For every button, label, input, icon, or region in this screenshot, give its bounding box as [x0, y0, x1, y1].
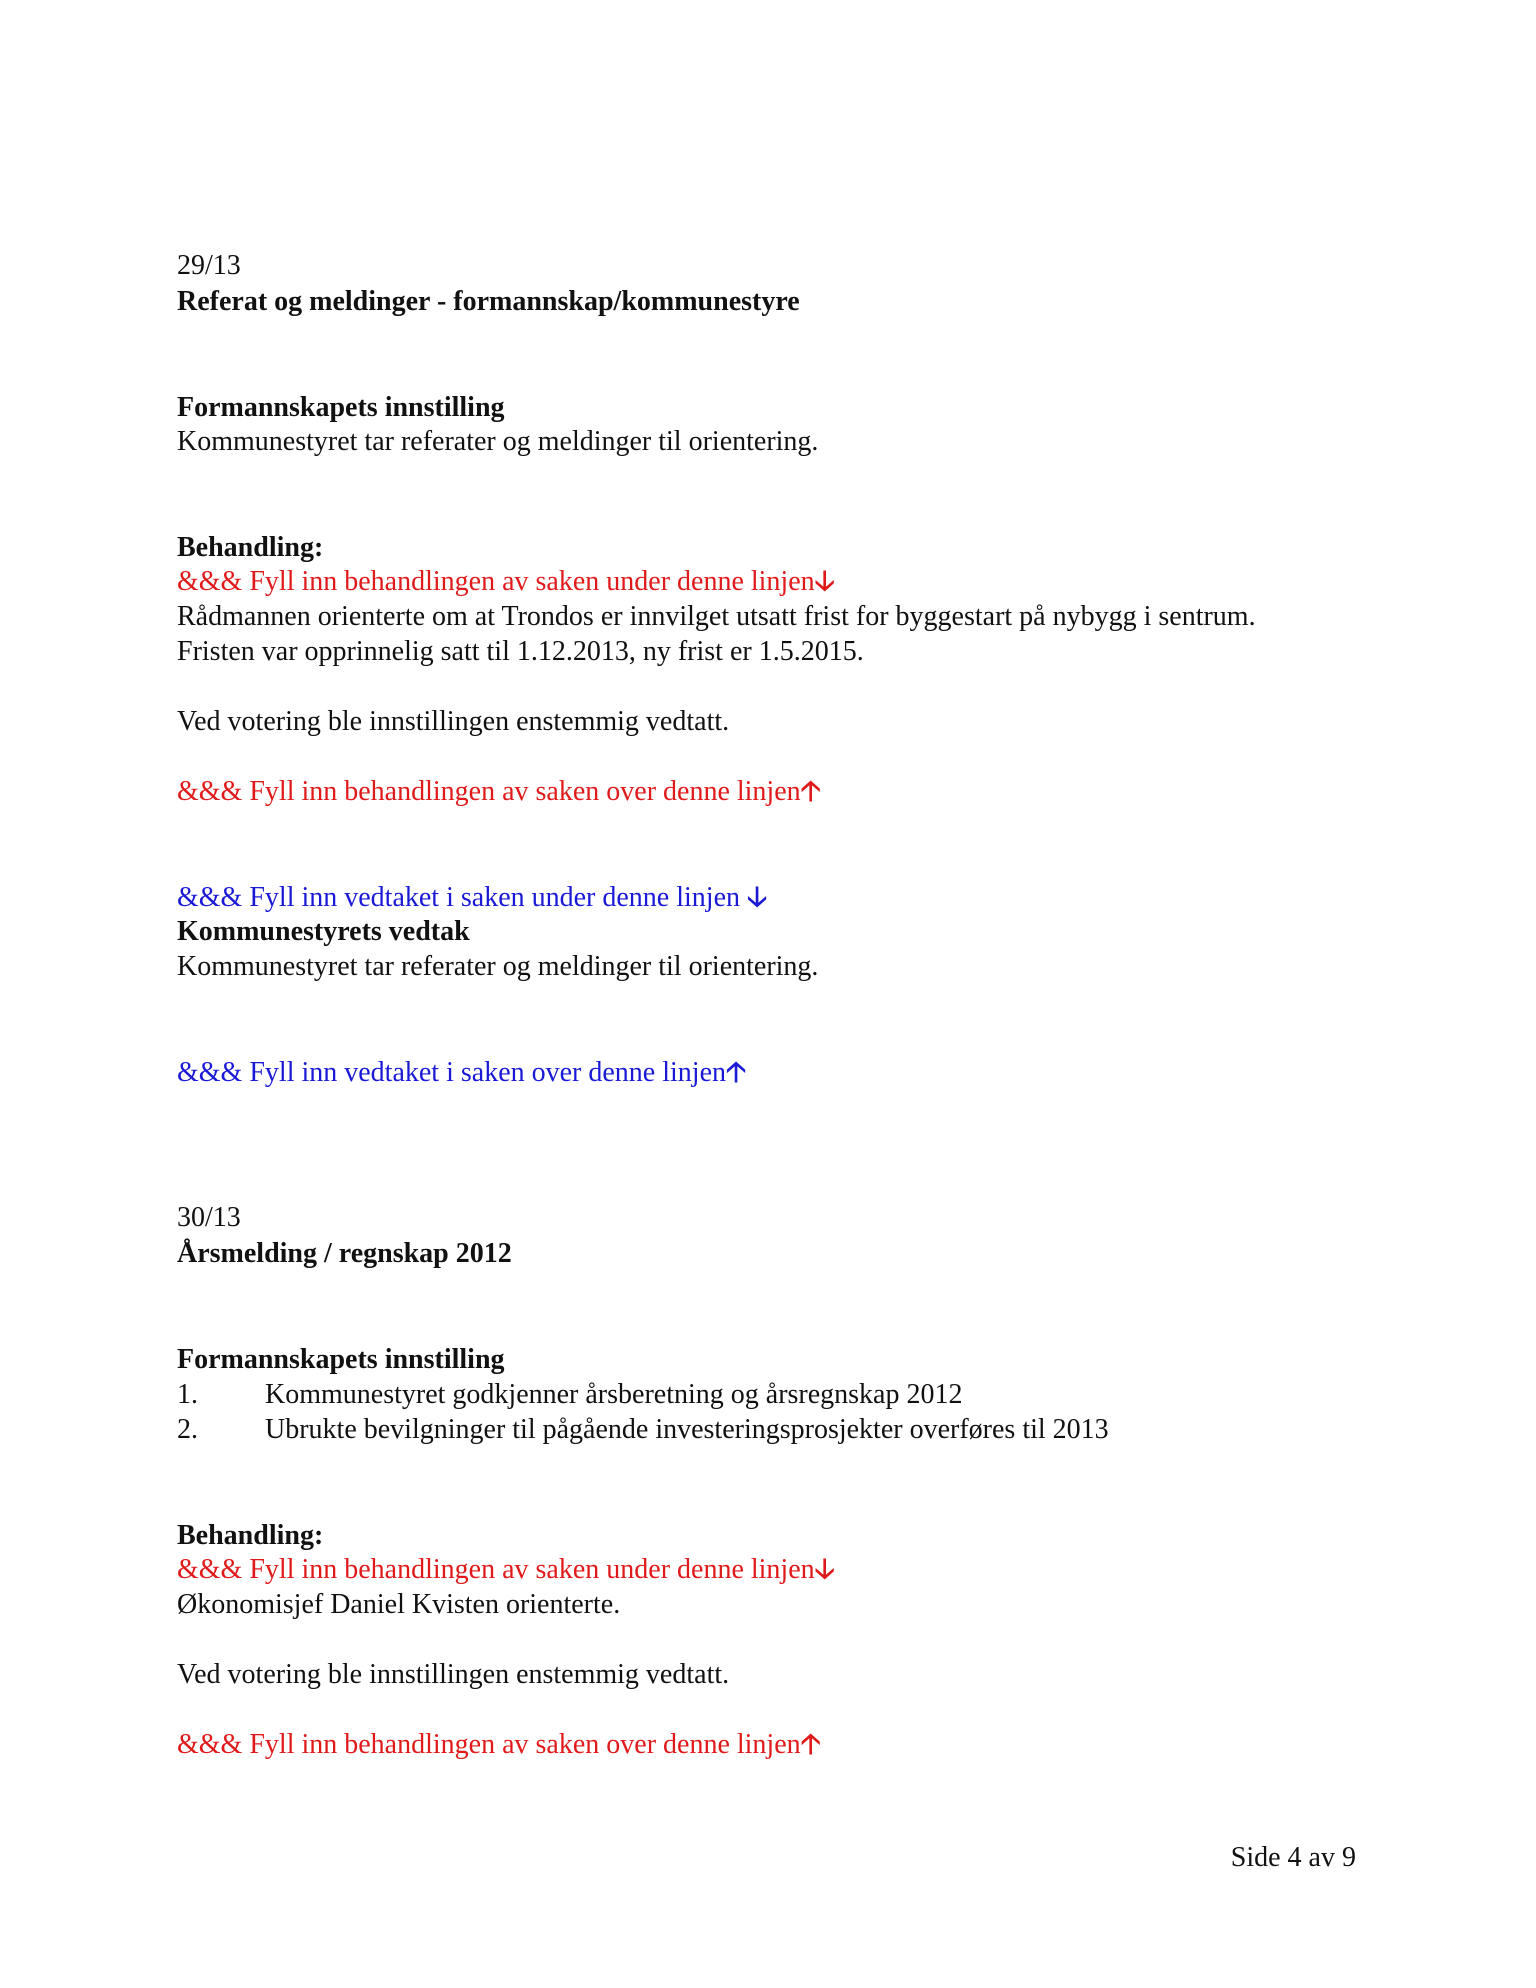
item-number: 2. [177, 1414, 198, 1445]
votering-text: Ved votering ble innstillingen enstemmig vedtatt. [177, 706, 730, 737]
innstilling-item [177, 1377, 962, 1413]
vedtak-end-marker [177, 1055, 746, 1091]
vedtak-start-marker [177, 880, 767, 916]
behandling-line: Fristen var opprinnelig satt til 1.12.2013, ny frist er 1.5.2015. [177, 636, 864, 667]
votering-text: Ved votering ble innstillingen enstemmig vedtatt. [177, 1659, 730, 1690]
innstilling-text: Kommunestyret tar referater og meldinger til orientering. [177, 426, 819, 457]
item-text: Kommunestyret godkjenner årsberetning og årsregnskap 2012 [265, 1379, 963, 1410]
item-number: 1. [177, 1379, 198, 1410]
behandling-heading: Behandling: [177, 1520, 324, 1551]
marker-text: &&& Fyll inn behandlingen av saken under denne linjen [177, 566, 815, 597]
behandling-end-marker [177, 1727, 821, 1763]
behandling-end-marker [177, 774, 821, 810]
arrow-down-icon: 🡣 [814, 566, 835, 597]
marker-text: &&& Fyll inn behandlingen av saken over denne linjen [177, 1729, 801, 1760]
case-title: Årsmelding / regnskap 2012 [177, 1238, 512, 1269]
arrow-up-icon: 🡡 [800, 1729, 821, 1760]
vedtak-text: Kommunestyret tar referater og meldinger til orientering. [177, 951, 819, 982]
marker-text: &&& Fyll inn behandlingen av saken under denne linjen [177, 1554, 815, 1585]
behandling-line: Økonomisjef Daniel Kvisten orienterte. [177, 1589, 621, 1620]
arrow-down-icon: 🡣 [814, 1554, 835, 1585]
marker-text: &&& Fyll inn vedtaket i saken over denne linjen [177, 1057, 726, 1088]
behandling-start-marker [177, 1552, 835, 1588]
case-title: Referat og meldinger - formannskap/kommunestyre [177, 286, 800, 317]
innstilling-heading: Formannskapets innstilling [177, 392, 505, 423]
marker-text: &&& Fyll inn vedtaket i saken under denne linjen [177, 882, 747, 913]
arrow-down-icon: 🡣 [747, 882, 768, 913]
case-number: 29/13 [177, 250, 241, 281]
page-number: Side 4 av 9 [1230, 1842, 1356, 1873]
innstilling-heading: Formannskapets innstilling [177, 1344, 505, 1375]
marker-text: &&& Fyll inn behandlingen av saken over denne linjen [177, 776, 801, 807]
behandling-line: Rådmannen orienterte om at Trondos er innvilget utsatt frist for byggestart på nybygg i sentrum. [177, 601, 1256, 632]
behandling-start-marker [177, 564, 835, 600]
case-number: 30/13 [177, 1202, 241, 1233]
behandling-heading: Behandling: [177, 532, 324, 563]
vedtak-heading: Kommunestyrets vedtak [177, 916, 470, 947]
arrow-up-icon: 🡡 [800, 776, 821, 807]
innstilling-item [177, 1412, 1109, 1448]
item-text: Ubrukte bevilgninger til pågående investeringsprosjekter overføres til 2013 [265, 1414, 1109, 1445]
arrow-up-icon: 🡡 [726, 1057, 747, 1088]
